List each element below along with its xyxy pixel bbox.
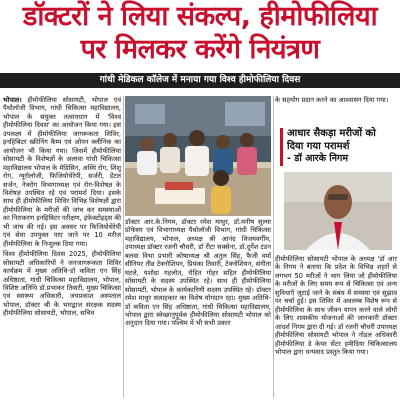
portrait-image [284,172,392,250]
pull-quote-attribution: - डॉ आरके निगम [287,153,349,164]
subheadline-bar: गांधी मेडिकल कॉलेज में मनाया गया विश्व हीमोफीलिया दिवस [0,73,400,88]
headline-line-2: पर मिलकर करेंगे नियंत्रण [80,34,320,65]
article-column-left [3,96,121,398]
dateline: भोपाल। [3,96,22,104]
article-paragraph-1: हीमोफीलिया सोसायटी, भोपाल एवं पैथोलॉजी विभाग, गांधी चिकित्सा महाविद्यालय, भोपाल के संयुक्त तत्वावधान में 'विश्व हीमोफीलिया दिवस' का आयोजन किया गया। इस उपलक्ष्य में हीमोफीलिया जागरूकता शिविर, इनहिबिटर स्क्रीनिंग कैम्प एवं ओपन क्लीनिक का आयोजन भी किया गया। जिसमें हीमोफीलिया सोसायटी के विशेषज्ञों के अलावा गांधी चिकित्सा महाविद्यालय भोपाल के मेडिसिन, अस्थि रोग, शिशु रोग, न्यूरोलॉजी, फिजियोथेरेपी, सर्जरी, डेंटल सर्जन, नेत्ररोग विभागाध्यक्ष एवं रोग-विशेषज्ञ के विशेषज्ञ उपस्थित रहे एवं परामर्श दिया। इसके साथ ही हीमोफीलिया शिविर विभिन्न विशेषज्ञों द्वारा हीमोफीलिया के मरीजों की जांच कर समस्याओं का निराकरण इनहिबिटर परीक्षण, इंफेक्टोइड्स की भी जांच की गई। इस अवसर पर फिजियोथेरेपी एवं सेवा उपयुक्त पाए जाने पर 10 मरीज हीमोफीलिया के निःशुल्क दिया गया। [3,96,121,248]
headline [0,0,400,72]
column-divider [273,96,274,398]
column-divider [123,96,124,398]
pull-quote-text: आधार सैकड़ा मरीजों को दिया गया परामर्श [287,128,376,152]
article-column-right-bottom [275,255,397,398]
article-column-right-top [275,96,397,124]
article-paragraph-4: के सहयोग प्रदान करने का आश्वासन दिया गया। [275,96,389,104]
article-paragraph-2: विश्व हीमोफीलिया दिवस 2025, हीमोफीलिया सोसायटी अधिकारियों ने जनजागरूकता शिविर कार्यक्रम में मुख्य अतिथि-डॉ कविता एन सिंह अधिष्ठाता, गांधी चिकित्सा महाविद्यालय, भोपाल, विशिष्ट अतिथि डॉ.प्रभाकर तिवारी, मुख्य चिकित्सा एवं स्वास्थ्य अधिकारी, जयप्रकाश अस्पताल भोपाल, डॉक्टर श्री के भारद्वाज संरक्षक सदस्य हीमोफीलिया सोसायटी, भोपाल, सचिव [3,250,121,318]
pull-quote [280,128,395,166]
article-column-middle [125,218,271,398]
article-paragraph-3: डॉक्टर आर.के.निगम, डॉक्टर रमेश माथुर, डॉ.मनीष सुल्या प्रोफेसर एवं विभागाध्यक्ष पैथोलॉजी विभाग, गांधी चिकित्सा महाविद्यालय, भोपाल, अध्यक्ष श्री आनंद विजयवर्गीय, उपाध्यक्ष डॉक्टर रजनी चौधरी, डॉ रीटा सक्सेना, डॉ.दुर्गेश टंडन बलवा विभा प्रभारी कोषाध्यक्ष श्री अतुल सिंह, फैजी वर्मा सीनियर तीव्र टेक्नोशियन, प्रियंका तिवारी, टेक्नोशियन, संगीता घटले, यशोदा गहलोत, रोहित गोहर सहित हीमोफीलिया सोसायटी के सदस्य उपस्थित रहे। साथ ही हीमोफीलिया सोसायटी, भोपाल के कार्यकारिणी सदस्य उपस्थित रहे। डॉक्टर रमेश माथुर सलाहकार का विशेष योगदान रहा। मुख्य अतिथि-डॉ कविता एन सिंह अधिष्ठाता, गांधी चिकित्सा महाविद्यालय, भोपाल द्वारा स्वेच्छानुपूर्वक हीमोफीलिया सोसायटी भोपाल को अनुदान दिया गया। पश्चिम में भी सभी प्रकार [125,218,271,328]
headline-line-1: डॉक्टरों ने लिया संकल्प, हीमोफीलिया [22,1,378,32]
article-paragraph-5: हीमोफीलिया सोसायटी भोपाल के अध्यक्ष 'डॉ आर के निगम ने बताया कि प्रदेश के विभिन्न शहरों से लगभग 50 मरीजों ने भाग लिया जो हीमोफीलिया के मरीजों के लिए समय रूप से चिकित्सा एवं अन्य सुविधाएँ जुटाई जाने के संबंध में समस्या एवं सुझाव पर चर्चा हुई। इस शिविर में अवलम्ब विशेष रूप से हीमोफीलिया के साथ जीवन यापन करने वाले लोगों के लिए शासकीय योजनाओं की जानकारी डॉक्टर आदर्श निगम द्वारा दी गई। डॉ रजनी चौधरी उपाध्यक्ष हीमोफीलिया सोसायटी भोपाल ने नोडल अधिकारी हीमोफीलिया डे केयर सेंटर हमीदिया चिकित्सालय भोपाल द्वारा धन्यवाद प्रस्तुत किया गया। [275,255,397,356]
portrait-photo [284,172,392,250]
event-photo-image [125,96,271,216]
event-photo [125,96,271,216]
